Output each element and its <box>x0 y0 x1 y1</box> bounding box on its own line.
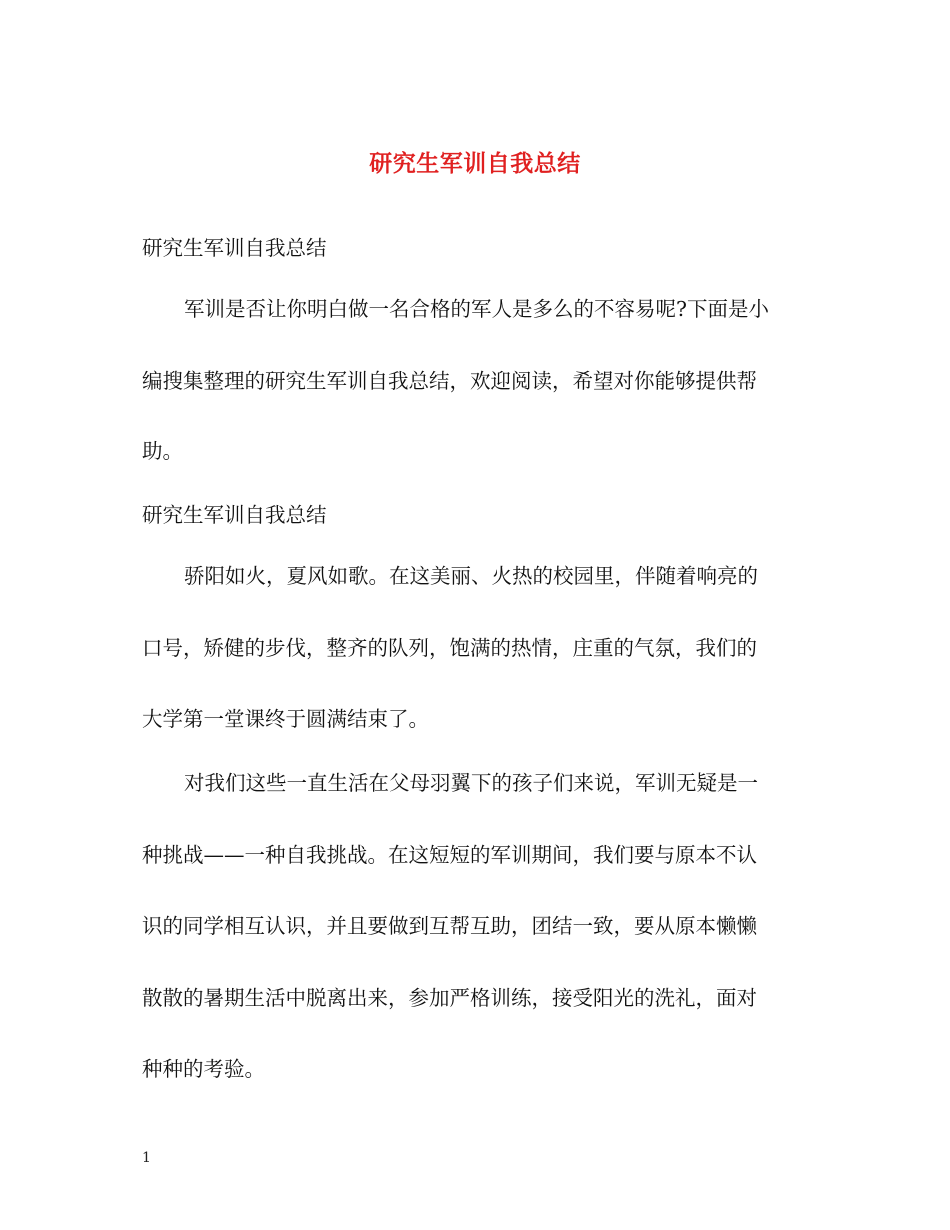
paragraph-line: 种挑战——一种自我挑战。在这短短的军训期间，我们要与原本不认 <box>142 843 757 867</box>
page-number: 1 <box>142 1150 151 1166</box>
paragraph-line: 军训是否让你明白做一名合格的军人是多么的不容易呢?下面是小 <box>184 297 769 321</box>
paragraph-line: 种种的考验。 <box>142 1057 265 1081</box>
paragraph-line: 大学第一堂课终于圆满结束了。 <box>142 707 429 731</box>
paragraph-line: 对我们这些一直生活在父母羽翼下的孩子们来说，军训无疑是一 <box>184 771 758 795</box>
paragraph-line: 助。 <box>142 439 183 463</box>
paragraph-line: 口号，矫健的步伐，整齐的队列，饱满的热情，庄重的气氛，我们的 <box>142 636 757 660</box>
paragraph-line: 散散的暑期生活中脱离出来，参加严格训练，接受阳光的洗礼，面对 <box>142 986 757 1010</box>
section-heading: 研究生军训自我总结 <box>142 503 327 527</box>
section-heading: 研究生军训自我总结 <box>142 236 327 260</box>
paragraph-line: 骄阳如火，夏风如歌。在这美丽、火热的校园里，伴随着响亮的 <box>184 564 758 588</box>
paragraph-line: 编搜集整理的研究生军训自我总结，欢迎阅读，希望对你能够提供帮 <box>142 369 757 393</box>
document-title: 研究生军训自我总结 <box>369 150 581 177</box>
paragraph-line: 识的同学相互认识，并且要做到互帮互助，团结一致，要从原本懒懒 <box>142 914 757 938</box>
